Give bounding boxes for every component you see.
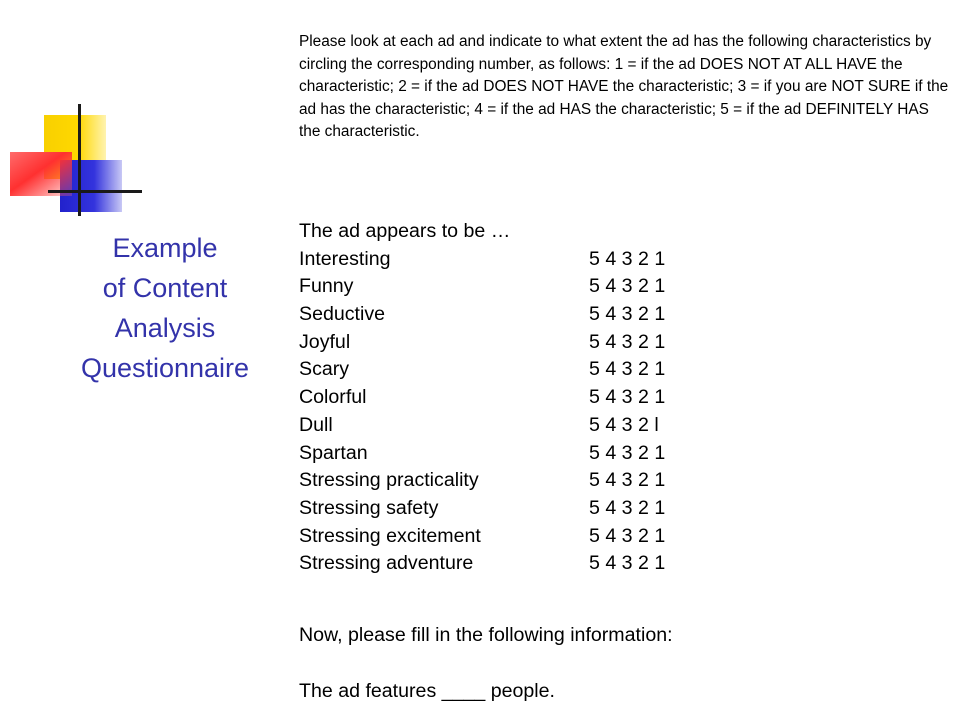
item-label: Dull	[299, 413, 333, 436]
item-rating-scale[interactable]: 5 4 3 2 l	[589, 413, 659, 436]
item-label: Stressing practicality	[299, 469, 479, 492]
item-row-scary	[299, 356, 939, 384]
people-count-line[interactable]: The ad features ____ people.	[299, 680, 556, 702]
item-row-spartan	[299, 440, 939, 468]
item-rating-scale[interactable]: 5 4 3 2 1	[589, 552, 666, 575]
item-label: Spartan	[299, 441, 368, 464]
item-label: Stressing safety	[299, 496, 439, 519]
item-rating-scale[interactable]: 5 4 3 2 1	[589, 247, 666, 270]
instructions-text: Please look at each ad and indicate to what extent the ad has the following characteristics by circling the corresponding number, as follows: 1 = if the ad DOES NOT AT ALL HAVE the characteristic; 2 = if the ad DOES NOT HAVE the characteristic; 3 = if you are NOT SURE if the ad has the characteristic; 4 = if the ad HAS the characteristic; 5 = if the ad DEFINITELY HAS the characteristic.	[299, 33, 949, 141]
item-label: Stressing adventure	[299, 552, 474, 575]
item-rating-scale[interactable]: 5 4 3 2 1	[589, 330, 666, 353]
logo-graphic	[0, 0, 140, 220]
item-label: Joyful	[299, 330, 351, 353]
item-row-funny	[299, 273, 939, 301]
item-rating-scale[interactable]: 5 4 3 2 1	[589, 386, 666, 409]
item-row-joyful	[299, 329, 939, 357]
title-line-2: of Content	[102, 273, 228, 303]
item-label: Colorful	[299, 386, 367, 409]
logo-horizontal-line	[48, 190, 142, 193]
item-label: Scary	[299, 358, 350, 381]
questionnaire	[299, 218, 939, 578]
item-rating-scale[interactable]: 5 4 3 2 1	[589, 524, 666, 547]
title-line-3: Analysis	[114, 313, 216, 343]
item-rating-scale[interactable]: 5 4 3 2 1	[589, 303, 666, 326]
item-rating-scale[interactable]: 5 4 3 2 1	[589, 275, 666, 298]
item-rating-scale[interactable]: 5 4 3 2 1	[589, 496, 666, 519]
item-rating-scale[interactable]: 5 4 3 2 1	[589, 358, 666, 381]
slide-title	[50, 228, 280, 388]
item-row-seductive	[299, 301, 939, 329]
title-line-1: Example	[112, 233, 218, 263]
item-label: Funny	[299, 275, 354, 298]
item-rating-scale[interactable]: 5 4 3 2 1	[589, 441, 666, 464]
item-row-stressing-excitement	[299, 523, 939, 551]
item-label: Seductive	[299, 303, 386, 326]
item-row-stressing-adventure	[299, 550, 939, 578]
item-row-colorful	[299, 384, 939, 412]
title-line-4: Questionnaire	[80, 353, 250, 383]
item-row-stressing-safety	[299, 495, 939, 523]
item-row-interesting	[299, 246, 939, 274]
item-row-stressing-practicality	[299, 467, 939, 495]
item-label: Stressing excitement	[299, 524, 481, 547]
followup-prompt: Now, please fill in the following information:	[299, 624, 673, 646]
item-label: Interesting	[299, 247, 391, 270]
questionnaire-intro: The ad appears to be …	[299, 220, 511, 242]
item-row-dull	[299, 412, 939, 440]
logo-vertical-line	[78, 104, 81, 216]
item-rating-scale[interactable]: 5 4 3 2 1	[589, 469, 666, 492]
